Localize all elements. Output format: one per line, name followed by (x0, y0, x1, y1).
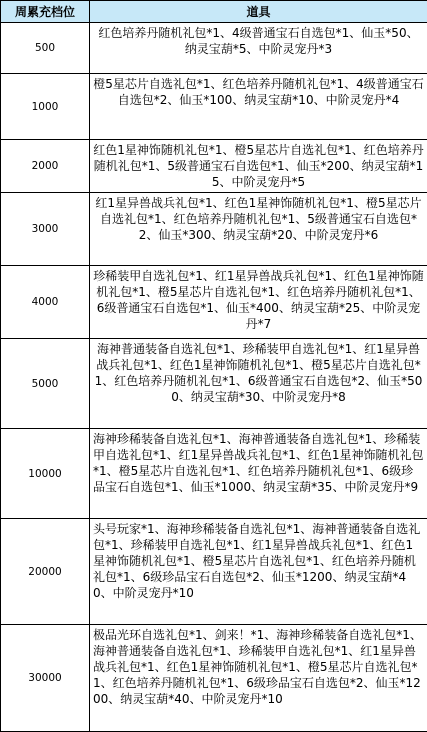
row-level: 20000 (1, 519, 90, 625)
row-items: 橙5星芯片自选礼包*1、红色培养丹随机礼包*1、4级普通宝石自选包*2、仙玉*100、纳灵宝葫*10、中阶灵宠丹*4 (90, 74, 427, 140)
row-items: 红色培养丹随机礼包*1、4级普通宝石自选包*1、仙玉*50、纳灵宝葫*5、中阶灵宠丹*3 (90, 23, 427, 74)
table-row (1, 23, 427, 74)
row-level: 500 (1, 23, 90, 74)
row-items: 海神普通装备自选礼包*1、珍稀装甲自选礼包*1、红1星异兽战兵礼包*1、红色1星神饰随机礼包*1、橙5星芯片自选礼包*1、红色培养丹随机礼包*1、6级普通宝石自选包*2、仙玉*500、纳灵宝葫*30、中阶灵宠丹*8 (90, 339, 427, 429)
header-level: 周累充档位 (1, 1, 90, 23)
table-row (1, 193, 427, 266)
table-row (1, 519, 427, 625)
row-level: 10000 (1, 429, 90, 519)
table-row (1, 429, 427, 519)
table-row (1, 74, 427, 140)
row-items: 红1星异兽战兵礼包*1、红色1星神饰随机礼包*1、橙5星芯片自选礼包*1、红色培养丹随机礼包*1、5级普通宝石自选包*2、仙玉*300、纳灵宝葫*20、中阶灵宠丹*6 (90, 193, 427, 266)
row-items: 珍稀装甲自选礼包*1、红1星异兽战兵礼包*1、红色1星神饰随机礼包*1、橙5星芯片自选礼包*1、红色培养丹随机礼包*1、6级普通宝石自选包*1、仙玉*400、纳灵宝葫*25、中阶灵宠丹*7 (90, 266, 427, 339)
row-level: 2000 (1, 140, 90, 193)
header-row (1, 1, 427, 23)
row-items: 极品光环自选礼包*1、剑来！*1、海神珍稀装备自选礼包*1、海神普通装备自选礼包*1、珍稀装甲自选礼包*1、红1星异兽战兵礼包*1、红色1星神饰随机礼包*1、橙5星芯片自选礼包*1、红色培养丹随机礼包*1、6级珍品宝石自选包*2、仙玉*1200、纳灵宝葫*40、中阶灵宠丹*10 (90, 625, 427, 732)
row-items: 头号玩家*1、海神珍稀装备自选礼包*1、海神普通装备自选礼包*1、珍稀装甲自选礼包*1、红1星异兽战兵礼包*1、红色1星神饰随机礼包*1、橙5星芯片自选礼包*1、红色培养丹随机礼包*1、6级珍品宝石自选包*2、仙玉*1200、纳灵宝葫*40、中阶灵宠丹*10 (90, 519, 427, 625)
row-level: 1000 (1, 74, 90, 140)
table-header (1, 1, 427, 23)
header-items: 道具 (90, 1, 427, 23)
table-row (1, 339, 427, 429)
row-level: 4000 (1, 266, 90, 339)
row-items: 海神珍稀装备自选礼包*1、海神普通装备自选礼包*1、珍稀装甲自选礼包*1、红1星异兽战兵礼包*1、红色1星神饰随机礼包*1、橙5星芯片自选礼包*1、红色培养丹随机礼包*1、6级珍品宝石自选包*1、仙玉*1000、纳灵宝葫*35、中阶灵宠丹*9 (90, 429, 427, 519)
row-level: 30000 (1, 625, 90, 732)
row-level: 3000 (1, 193, 90, 266)
row-items: 红色1星神饰随机礼包*1、橙5星芯片自选礼包*1、红色培养丹随机礼包*1、5级普通宝石自选包*1、仙玉*200、纳灵宝葫*15、中阶灵宠丹*5 (90, 140, 427, 193)
table-row (1, 266, 427, 339)
row-level: 5000 (1, 339, 90, 429)
table-row (1, 140, 427, 193)
table-row (1, 625, 427, 732)
